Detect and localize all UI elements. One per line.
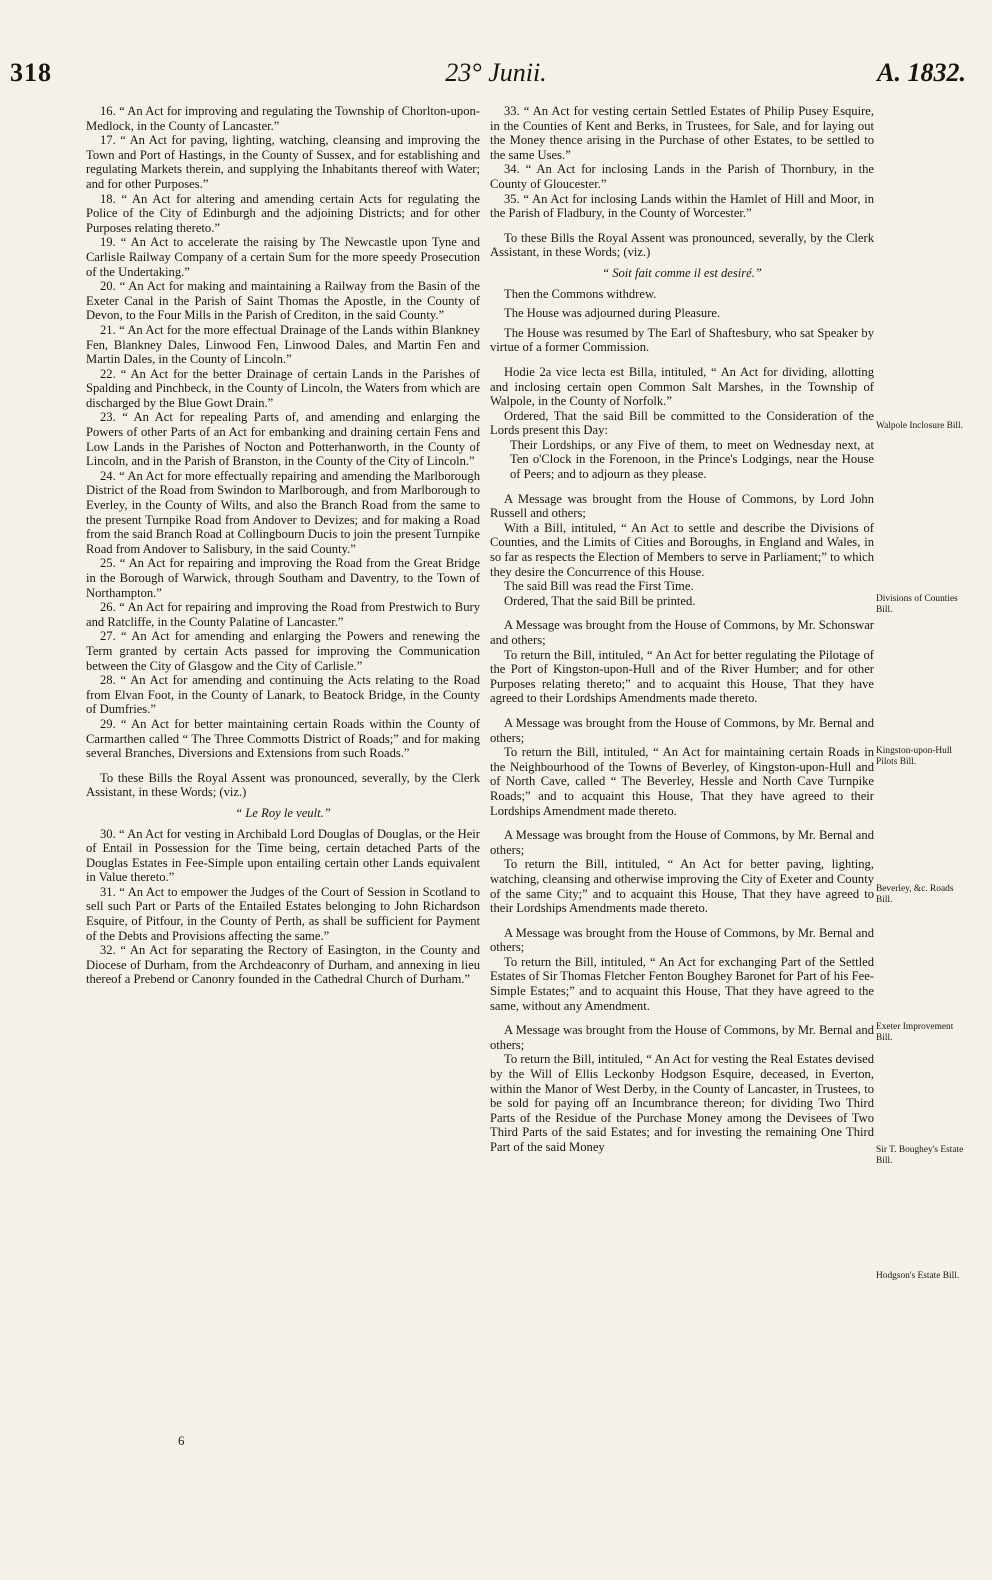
page-date: 23° Junii. <box>445 58 547 87</box>
act-paragraph: 21. “ An Act for the more effectual Drainage of the Lands within Blankney Fen, Blankney Dales, Linwood Fen, Linwood Dales, and Martin Fen and Martin Dales, in the County of Lincoln.” <box>86 322 480 367</box>
message-paragraph: To return the Bill, intituled, “ An Act for better regulating the Pilotage of the Port of Kingston-upon-Hull and of the River Humber; and for other Purposes relating thereto;” and to acquaint this House, That they have agreed to their Lordships Amendments made thereto. <box>490 647 874 706</box>
message-paragraph: A Message was brought from the House of Commons, by Mr. Bernal and others; <box>490 1023 874 1052</box>
act-paragraph: 28. “ An Act for amending and continuing the Acts relating to the Road from Elvan Foot, in the County of Lanark, to Beatock Bridge, in the County of Dumfries.” <box>86 673 480 717</box>
message-paragraph: With a Bill, intituled, “ An Act to settle and describe the Divisions of Counties, and the Limits of Cities and Boroughs, in England and Wales, in so far as respects the Election of Members to serve in Parliament;” to which they desire the Concurrence of this House. <box>490 520 874 579</box>
act-paragraph: 34. “ An Act for inclosing Lands in the Parish of Thornbury, in the County of Gloucester.” <box>490 162 874 191</box>
act-paragraph: 23. “ An Act for repealing Parts of, and amending and enlarging the Powers of other Parts of an Act for embanking and draining certain Fens and Low Lands in the Parishes of Nocton and Potterhanworth, in the County of Lincoln, and in the Parish of Branston, in the County of the City of Lincoln.” <box>86 410 480 469</box>
message-paragraph: To return the Bill, intituled, “ An Act for exchanging Part of the Settled Estates of Sir Thomas Fletcher Fenton Boughey Baronet for Part of his Fee-Simple Estates;” and to acquaint this House, That they have agreed to the same, without any Amendment. <box>490 954 874 1013</box>
margin-note: Exeter Improvement Bill. <box>876 1022 954 1043</box>
proceeding-paragraph: Hodie 2a vice lecta est Billa, intituled, “ An Act for dividing, allotting and inclosing certain open Common Salt Marshes, in the Township of Walpole, in the County of Norfolk.” <box>490 364 874 409</box>
act-paragraph: 33. “ An Act for vesting certain Settled Estates of Philip Pusey Esquire, in the Counties of Kent and Berks, in Trustees, for Sale, and for laying out the Money thence arising in the Purchase of other Estates, to be settled to the same Uses.” <box>490 104 874 162</box>
royal-assent-formula: “ Le Roy le veult.” <box>235 805 331 820</box>
margin-note: Walpole Inclosure Bill. <box>876 421 963 431</box>
royal-assent-paragraph: To these Bills the Royal Assent was pronounced, severally, by the Clerk Assistant, in these Words; (viz.) <box>86 770 480 800</box>
right-column <box>490 104 874 1155</box>
royal-assent-formula: “ Soit fait comme il est desiré.” <box>602 265 762 280</box>
message-paragraph: A Message was brought from the House of Commons, by Lord John Russell and others; <box>490 491 874 521</box>
message-paragraph: To return the Bill, intituled, “ An Act for vesting the Real Estates devised by the Will of Ellis Leckonby Hodgson Esquire, deceased, in Everton, within the Manor of West Derby, in the County of Lancaster, in Trustees, to be sold for paying off an Incumbrance thereon; for dividing Two Third Parts of the Residue of the Purchase Money among the Devisees of Two Third Parts of the said Estates; and for investing the remaining One Third Part of the said Money <box>490 1052 874 1154</box>
margin-note: Hodgson's Estate Bill. <box>876 1271 960 1281</box>
act-paragraph: 22. “ An Act for the better Drainage of certain Lands in the Parishes of Spalding and Pinchbeck, in the County of Lincoln, the Waters from which are discharged by the Blue Gowt Drain.” <box>86 366 480 410</box>
act-paragraph: 31. “ An Act to empower the Judges of the Court of Session in Scotland to sell such Part or Parts of the Entailed Estates belonging to John Richardson Esquire, of Pitfour, in the County of Perth, as shall be sufficient for Payment of the Debts and Provisions affecting the same.” <box>86 884 480 943</box>
page-year: A. 1832. <box>877 58 966 87</box>
margin-note: Kingston-upon-Hull Pilots Bill. <box>876 746 953 767</box>
proceeding-paragraph: The House was resumed by The Earl of Shaftesbury, who sat Speaker by virtue of a former Commission. <box>490 325 874 355</box>
act-paragraph: 29. “ An Act for better maintaining certain Roads within the County of Carmarthen called “ The Three Commotts District of Roads;” and for making several Branches, Diversions and Extensions from such Roads.” <box>86 716 480 761</box>
proceeding-paragraph: Ordered, That the said Bill be committed to the Consideration of the Lords present this Day: <box>490 408 874 438</box>
proceeding-paragraph: The House was adjourned during Pleasure. <box>504 306 721 321</box>
act-paragraph: 30. “ An Act for vesting in Archibald Lord Douglas of Douglas, or the Heir of Entail in Possession for the Time being, certain detached Parts of the Douglas Estates in Fee-Simple upon entailing certain other Lands equivalent in Value thereto.” <box>86 826 480 885</box>
royal-assent-paragraph: To these Bills the Royal Assent was pronounced, severally, by the Clerk Assistant, in these Words; (viz.) <box>490 230 874 260</box>
proceeding-paragraph: The said Bill was read the First Time. <box>504 579 694 594</box>
proceeding-paragraph: Then the Commons withdrew. <box>504 286 657 301</box>
proceeding-paragraph: Ordered, That the said Bill be printed. <box>504 593 696 608</box>
message-paragraph: A Message was brought from the House of Commons, by Mr. Bernal and others; <box>490 925 874 955</box>
page-header <box>0 58 992 98</box>
act-paragraph: 18. “ An Act for altering and amending certain Acts for regulating the Police of the City of Edinburgh and the adjoining Districts; and for other Purposes relating thereto.” <box>86 191 480 235</box>
act-paragraph: 20. “ An Act for making and maintaining a Railway from the Basin of the Exeter Canal in the Parish of Saint Thomas the Apostle, in the County of Devon, to the Four Mills in the Parish of Crediton, in the said County.” <box>86 279 480 323</box>
order-paragraph: Their Lordships, or any Five of them, to meet on Wednesday next, at Ten o'Clock in the Forenoon, in the Prince's Lodgings, near the House of Peers; and to adjourn as they please. <box>510 437 874 482</box>
act-paragraph: 25. “ An Act for repairing and improving the Road from the Great Bridge in the Borough of Warwick, through Southam and Daventry, to the Town of Northampton.” <box>86 556 480 600</box>
act-paragraph: 19. “ An Act to accelerate the raising by The Newcastle upon Tyne and Carlisle Railway Company of a certain Sum for the more speedy Prosecution of the Undertaking.” <box>86 235 480 279</box>
left-column <box>86 104 480 987</box>
message-paragraph: A Message was brought from the House of Commons, by Mr. Bernal and others; <box>490 828 874 857</box>
signature-mark: 6 <box>178 1433 185 1448</box>
act-paragraph: 24. “ An Act for more effectually repairing and amending the Marlborough District of the Road from Swindon to Marlborough, and from Marlborough to Everley, in the County of Wilts, and also the Branch Road from the same to the present Turnpike Road from Andover to Devizes; and for making a Road from the said Branch Road at Collingbourn Ducis to join the present Turnpike Road from Andover to Salisbury, in the said County.” <box>86 468 480 556</box>
margin-note: Sir T. Boughey's Estate Bill. <box>876 1145 964 1166</box>
message-paragraph: A Message was brought from the House of Commons, by Mr. Bernal and others; <box>490 715 874 745</box>
act-paragraph: 17. “ An Act for paving, lighting, watching, cleansing and improving the Town and Port of Hastings, in the County of Sussex, and for establishing and regulating Markets therein, and supplying the Inhabitants thereof with Water; and for other Purposes.” <box>86 133 480 191</box>
margin-note: Divisions of Counties Bill. <box>876 594 958 615</box>
page-number: 318 <box>10 58 52 87</box>
act-paragraph: 26. “ An Act for repairing and improving the Road from Prestwich to Bury and Ratcliffe, in the County Palatine of Lancaster.” <box>86 600 480 629</box>
message-paragraph: To return the Bill, intituled, “ An Act for maintaining certain Roads in the Neighbourhood of the Towns of Beverley, of Kingston-upon-Hull and of North Cave, called “ The Beverley, Hessle and North Cave Turnpike Roads;” and to acquaint this House, That they have agreed to their Lordships Amendment made thereto. <box>490 745 874 818</box>
act-paragraph: 16. “ An Act for improving and regulating the Township of Chorlton-upon-Medlock, in the County of Lancaster.” <box>86 104 480 133</box>
margin-note: Beverley, &c. Roads Bill. <box>876 884 954 905</box>
act-paragraph: 32. “ An Act for separating the Rectory of Easington, in the County and Diocese of Durham, from the Archdeaconry of Durham, and annexing in lieu thereof a Prebend or Canonry founded in the Cathedral Church of Durham.” <box>86 943 480 987</box>
message-paragraph: A Message was brought from the House of Commons, by Mr. Schonswar and others; <box>490 618 874 647</box>
message-paragraph: To return the Bill, intituled, “ An Act for better paving, lighting, watching, cleansing and otherwise improving the City of Exeter and County of the same City;” and to acquaint this House, That they have agreed to their Lordships Amendments made thereto. <box>490 857 874 916</box>
act-paragraph: 27. “ An Act for amending and enlarging the Powers and renewing the Term granted by certain Acts passed for improving the Communication between the City of Glasgow and the City of Carlisle.” <box>86 629 480 673</box>
act-paragraph: 35. “ An Act for inclosing Lands within the Hamlet of Hill and Moor, in the Parish of Fladbury, in the County of Worcester.” <box>490 191 874 221</box>
